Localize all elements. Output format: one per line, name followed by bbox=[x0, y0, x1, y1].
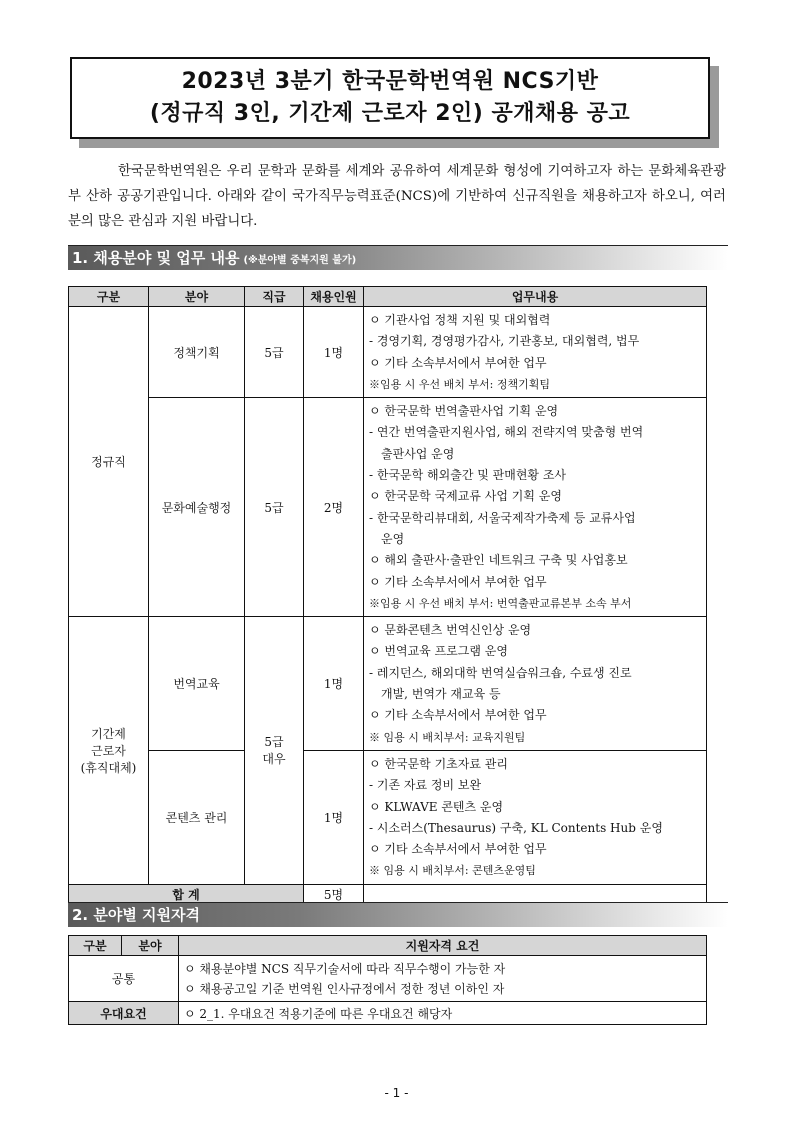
duty-line: - 경영기획, 경영평가감사, 기관홍보, 대외협력, 법무 bbox=[369, 334, 640, 349]
requirement-line: ㅇ 채용분야별 NCS 직무기술서에 따라 직무수행이 가능한 자 bbox=[184, 962, 506, 976]
duty-line: ㅇ 기관사업 정책 지원 및 대외협력 bbox=[369, 313, 551, 327]
count-cell: 1명 bbox=[304, 750, 364, 884]
intro-text: 한국문학번역원은 우리 문학과 문화를 세계와 공유하여 세계문화 형성에 기여하고자 하는 문화체육관광부 산하 공공기관입니다. 아래와 같이 국가직무능력표준(NCS)에 기반하여 신규직원을 채용하고자 하오니, 여러분의 많은 관심과 지원 바랍니다. bbox=[68, 164, 726, 229]
field-cell: 콘텐츠 관리 bbox=[149, 750, 245, 884]
intro-paragraph bbox=[68, 159, 726, 234]
duty-line: ㅇ 기타 소속부서에서 부여한 업무 bbox=[369, 708, 547, 723]
title-block bbox=[70, 57, 710, 139]
category-regular: 정규직 bbox=[69, 307, 149, 617]
field-cell: 정책기획 bbox=[149, 307, 245, 398]
title-line-1: 2023년 3분기 한국문학번역원 NCS기반 bbox=[181, 69, 599, 94]
common-label: 공통 bbox=[69, 956, 179, 1002]
duty-line: ㅇ 기타 소속부서에서 부여한 업무 bbox=[369, 355, 547, 370]
duty-line: ㅇ 기타 소속부서에서 부여한 업무 bbox=[369, 574, 547, 589]
title-line-2: (정규직 3인, 기간제 근로자 2인) 공개채용 공고 bbox=[149, 101, 631, 126]
preference-requirement: ㅇ 2_1. 우대요건 적용기준에 따른 우대요건 해당자 bbox=[179, 1002, 707, 1025]
requirement-line: ㅇ 채용공고일 기준 번역원 인사규정에서 정한 정년 이하인 자 bbox=[184, 982, 505, 996]
table-row bbox=[69, 956, 707, 1002]
duties-cell bbox=[364, 398, 707, 617]
duties-cell bbox=[364, 750, 707, 884]
duty-note: ※ 임용 시 배치부서: 교육지원팀 bbox=[369, 730, 526, 744]
recruitment-table bbox=[68, 286, 707, 906]
duty-line: - 레지던스, 해외대학 번역실습워크숍, 수료생 진로 bbox=[369, 665, 632, 680]
header-grade: 직급 bbox=[245, 287, 304, 307]
duty-line: ㅇ KLWAVE 콘텐츠 운영 bbox=[369, 799, 504, 814]
duty-line: ㅇ 문화콘텐츠 번역신인상 운영 bbox=[369, 623, 532, 638]
duty-line: ㅇ 한국문학 번역출판사업 기획 운영 bbox=[369, 404, 559, 419]
grade-line: 대우 bbox=[262, 752, 286, 767]
section-1-header bbox=[68, 245, 728, 270]
section-1-note: (※분야별 중복지원 불가) bbox=[243, 255, 357, 266]
grade-cell: 5급 bbox=[245, 307, 304, 398]
duty-line: ㅇ 한국문학 기초자료 관리 bbox=[369, 756, 508, 771]
header-duties: 업무내용 bbox=[364, 287, 707, 307]
table-row bbox=[69, 307, 707, 398]
header-category: 구분 bbox=[69, 936, 122, 956]
qualification-table bbox=[68, 935, 707, 1025]
table-row bbox=[69, 617, 707, 751]
category-contract-line: 기간제 bbox=[91, 726, 126, 741]
duty-line: 출판사업 운영 bbox=[381, 446, 455, 461]
qualification-table-header bbox=[69, 936, 707, 956]
duty-line: - 시소러스(Thesaurus) 구축, KL Contents Hub 운영 bbox=[369, 820, 663, 835]
grade-line: 5급 bbox=[264, 735, 284, 750]
count-cell: 1명 bbox=[304, 617, 364, 751]
duties-cell bbox=[364, 307, 707, 398]
header-category: 구분 bbox=[69, 287, 149, 307]
duty-line: 운영 bbox=[381, 531, 405, 546]
category-contract bbox=[69, 617, 149, 885]
total-count: 5명 bbox=[304, 884, 364, 905]
duty-note: ※ 임용 시 배치부서: 콘텐츠운영팀 bbox=[369, 864, 536, 878]
duty-line: ㅇ 기타 소속부서에서 부여한 업무 bbox=[369, 842, 547, 857]
common-requirements bbox=[179, 956, 707, 1002]
field-cell: 문화예술행정 bbox=[149, 398, 245, 617]
header-headcount: 채용인원 bbox=[304, 287, 364, 307]
count-cell: 1명 bbox=[304, 307, 364, 398]
recruitment-table-header bbox=[69, 287, 707, 307]
grade-cell-contract bbox=[245, 617, 304, 885]
duty-line: ㅇ 해외 출판사·출판인 네트워크 구축 및 사업홍보 bbox=[369, 553, 628, 568]
header-field: 분야 bbox=[149, 287, 245, 307]
category-contract-line: (휴직대체) bbox=[80, 760, 137, 775]
duty-line: ㅇ 한국문학 국제교류 사업 기획 운영 bbox=[369, 489, 562, 504]
duty-note: ※임용 시 우선 배치 부서: 번역출판교류본부 소속 부서 bbox=[369, 596, 632, 610]
duty-line: 개발, 번역가 재교육 등 bbox=[381, 687, 501, 702]
count-cell: 2명 bbox=[304, 398, 364, 617]
page-number: - 1 - bbox=[384, 1086, 409, 1100]
category-contract-line: 근로자 bbox=[91, 743, 126, 758]
section-2-header bbox=[68, 902, 728, 927]
table-row bbox=[69, 1002, 707, 1025]
duty-line: ㅇ 번역교육 프로그램 운영 bbox=[369, 644, 508, 659]
grade-cell: 5급 bbox=[245, 398, 304, 617]
duty-line: - 기존 자료 정비 보완 bbox=[369, 778, 482, 793]
duty-line: - 한국문학 해외출간 및 판매현황 조사 bbox=[369, 468, 567, 483]
header-field: 분야 bbox=[122, 936, 179, 956]
duty-note: ※임용 시 우선 배치 부서: 정책기획팀 bbox=[369, 377, 550, 391]
header-requirements: 지원자격 요건 bbox=[179, 936, 707, 956]
title-box bbox=[70, 57, 710, 139]
duties-cell bbox=[364, 617, 707, 751]
field-cell: 번역교육 bbox=[149, 617, 245, 751]
duty-line: - 한국문학리뷰대회, 서울국제작가축제 등 교류사업 bbox=[369, 510, 636, 525]
section-2-title: 2. 분야별 지원자격 bbox=[72, 906, 201, 924]
total-label: 합 계 bbox=[69, 884, 304, 905]
table-row bbox=[69, 750, 707, 884]
duty-line: - 연간 번역출판지원사업, 해외 전략지역 맞춤형 번역 bbox=[369, 425, 644, 440]
table-row bbox=[69, 398, 707, 617]
section-1-title: 1. 채용분야 및 업무 내용 bbox=[72, 249, 240, 267]
preference-label: 우대요건 bbox=[69, 1002, 179, 1025]
